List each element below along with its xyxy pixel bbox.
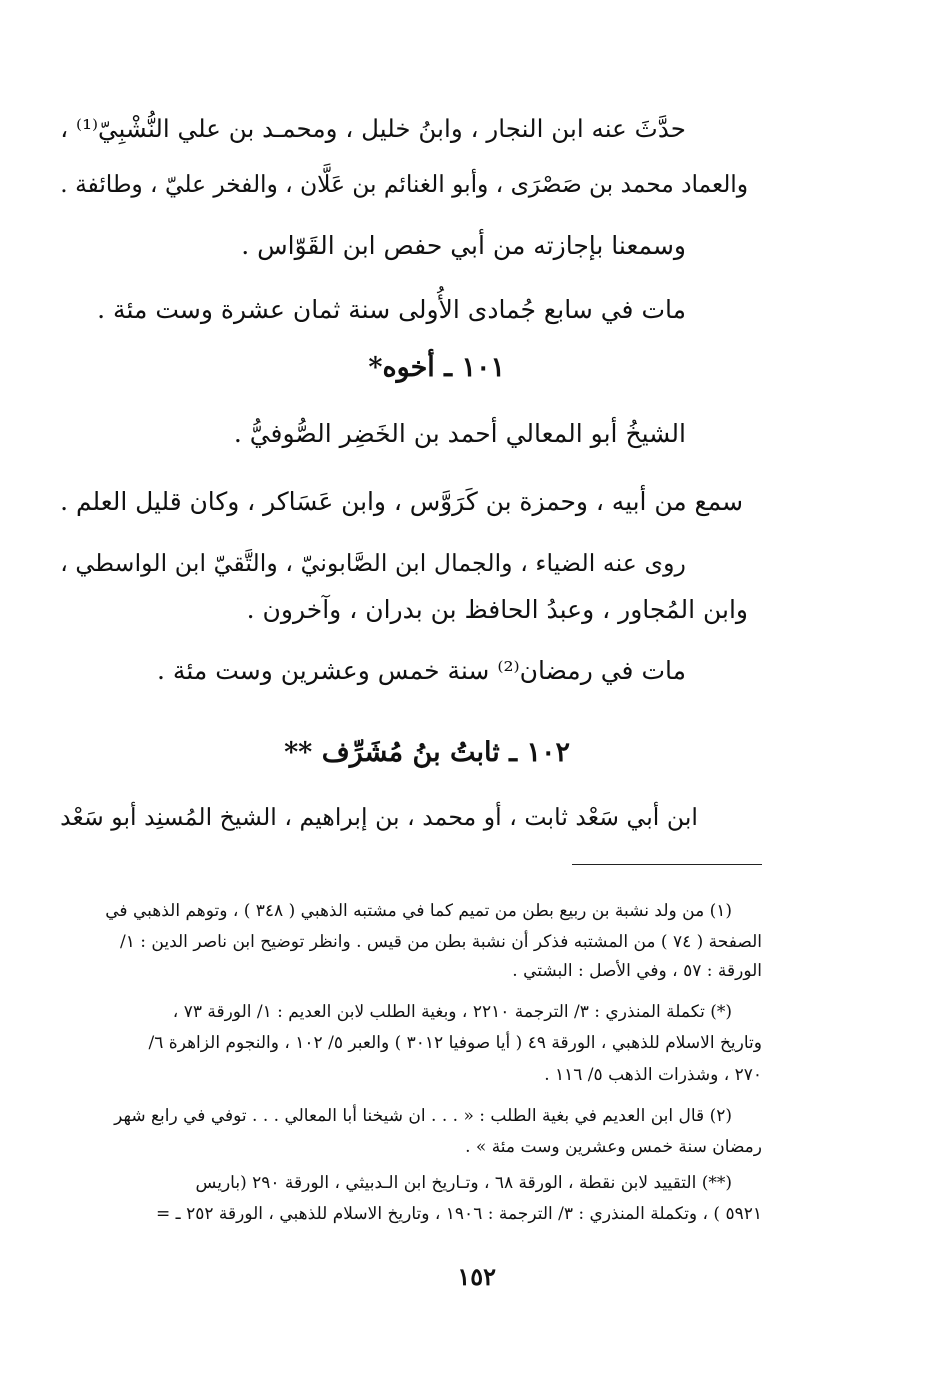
text-line: سمع من أبيه ، وحمزة بن كَرَوَّس ، وابن عَسَاكر ، وكان قليل العلم . <box>60 487 743 516</box>
text-line: روى عنه الضياء ، والجمال ابن الصَّابونيّ ، والتَّقيّ ابن الواسطي ، <box>60 549 686 577</box>
text-line: والعماد محمد بن صَصْرَى ، وأبو الغنائم بن عَلَّان ، والفخر عليّ ، وطائفة . <box>60 171 748 198</box>
text-line: وسمعنا بإجازته من أبي حفص ابن القَوّاس . <box>241 231 686 260</box>
text-line: مات في رمضان⁽²⁾ سنة خمس وعشرين وست مئة . <box>157 656 686 685</box>
text-line: مات في سابع جُمادى الأُولى سنة ثمان عشرة وست مئة . <box>97 295 686 324</box>
text-line: وابن المُجاور ، وعبدُ الحافظ بن بدران ، وآخرون . <box>246 595 748 624</box>
footnote-separator <box>572 864 762 865</box>
footnote-line: (**) التقييد لابن نقطة ، الورقة ٦٨ ، وتـاريخ ابن الـدبيثي ، الورقة ٢٩٠ (باريس <box>195 1173 732 1193</box>
text-line: حدَّثَ عنه ابن النجار ، وابنُ خليل ، ومحمـد بن علي النُّشْبِيّ⁽¹⁾ ، <box>60 114 686 143</box>
footnote-line: ٥٩٢١ ) ، وتكملة المنذري : ٣/ الترجمة : ١٩٠٦ ، وتاريخ الاسلام للذهبي ، الورقة ٢٥٢ ـ = <box>156 1204 762 1224</box>
text-line: الشيخُ أبو المعالي أحمد بن الخَضِر الصُّوفيُّ . <box>233 419 686 448</box>
footnote-line: (١) من ولد نشبة بن ربيع بطن من تميم كما في مشتبه الذهبي ( ٣٤٨ ) ، وتوهم الذهبي في <box>105 901 732 921</box>
page-number: ١٥٢ <box>457 1262 496 1291</box>
entry-heading: ١٠١ ـ أخوه* <box>368 352 505 383</box>
entry-heading: ١٠٢ ـ ثابتُ بنُ مُشَرِّف ** <box>284 737 570 768</box>
footnote-line: الورقة : ٥٧ ، وفي الأصل : البشتي . <box>512 961 762 981</box>
text-line: ابن أبي سَعْد ثابت ، أو محمد ، بن إبراهيم ، الشيخ المُسنِد أبو سَعْد <box>60 803 698 831</box>
footnote-line: ٢٧٠ ، وشذرات الذهب ٥/ ١١٦ . <box>544 1065 762 1085</box>
footnote-line: (٢) قال ابن العديم في بغية الطلب : « . . . ان شيخنا أبا المعالي . . . توفي في رابع شهر <box>114 1106 732 1126</box>
footnote-line: وتاريخ الاسلام للذهبي ، الورقة ٤٩ ( أيا صوفيا ٣٠١٢ ) والعبر ٥/ ١٠٢ ، والنجوم الزاهرة ٦/ <box>148 1033 762 1053</box>
footnote-line: رمضان سنة خمس وعشرين وست مئة » . <box>465 1137 762 1157</box>
footnote-line: الصفحة ( ٧٤ ) من المشتبه فذكر أن نشبة بطن من قيس . وانظر توضيح ابن ناصر الدين : ١/ <box>120 932 762 952</box>
footnote-line: (*) تكملة المنذري : ٣/ الترجمة ٢٢١٠ ، وبغية الطلب لابن العديم : ١/ الورقة ٧٣ ، <box>172 1002 732 1022</box>
